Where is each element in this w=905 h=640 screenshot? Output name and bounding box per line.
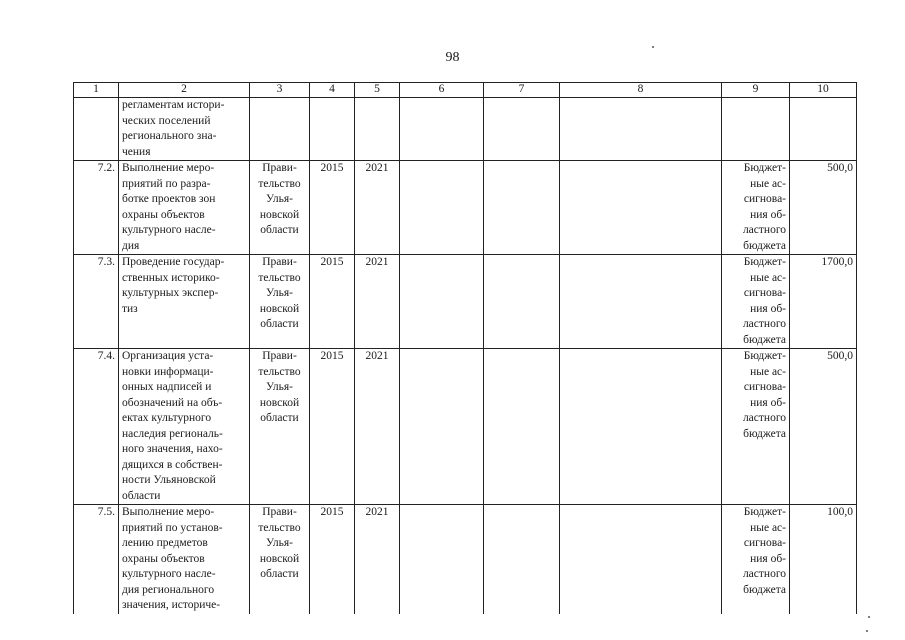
row-number — [74, 98, 119, 161]
start-year — [310, 98, 355, 161]
program-table — [73, 82, 857, 614]
scan-speck — [866, 630, 868, 632]
executor: Прави- тельство Улья- новской области — [250, 505, 310, 614]
executor: Прави- тельство Улья- новской области — [250, 255, 310, 349]
funding-source: Бюджет- ные ас- сигнова- ния об- ластного бюджета — [722, 349, 790, 505]
end-year: 2021 — [355, 349, 400, 505]
table-row — [74, 255, 857, 349]
cell-col-8 — [560, 505, 722, 614]
cell-col-7 — [484, 161, 560, 255]
cell-col-7 — [484, 505, 560, 614]
column-number-9: 9 — [722, 83, 790, 98]
table-row — [74, 161, 857, 255]
row-number: 7.2. — [74, 161, 119, 255]
column-number-3: 3 — [250, 83, 310, 98]
column-number-6: 6 — [400, 83, 484, 98]
measure-name: Выполнение меро- приятий по разра- ботке проектов зон охраны объектов культурного насле- дия — [119, 161, 250, 255]
cell-col-6 — [400, 255, 484, 349]
end-year: 2021 — [355, 255, 400, 349]
measure-name: регламентам истори- ческих поселений регионального зна- чения — [119, 98, 250, 161]
funding-source: Бюджет- ные ас- сигнова- ния об- ластного бюджета — [722, 255, 790, 349]
header-row — [74, 83, 857, 98]
column-number-2: 2 — [119, 83, 250, 98]
measure-name: Проведение государ- ственных историко- культурных экспер- тиз — [119, 255, 250, 349]
start-year: 2015 — [310, 255, 355, 349]
funding-source: Бюджет- ные ас- сигнова- ния об- ластного бюджета — [722, 161, 790, 255]
scan-speck — [652, 46, 654, 48]
cell-col-7 — [484, 349, 560, 505]
cell-col-6 — [400, 505, 484, 614]
column-number-10: 10 — [790, 83, 857, 98]
end-year: 2021 — [355, 161, 400, 255]
cell-col-6 — [400, 98, 484, 161]
end-year — [355, 98, 400, 161]
cell-col-7 — [484, 98, 560, 161]
table-row — [74, 349, 857, 505]
cell-col-7 — [484, 255, 560, 349]
executor: Прави- тельство Улья- новской области — [250, 349, 310, 505]
start-year: 2015 — [310, 349, 355, 505]
cell-col-8 — [560, 161, 722, 255]
scan-speck — [868, 616, 870, 618]
column-number-1: 1 — [74, 83, 119, 98]
column-number-7: 7 — [484, 83, 560, 98]
column-number-5: 5 — [355, 83, 400, 98]
measure-name: Выполнение меро- приятий по установ- лению предметов охраны объектов культурного насле- дия регионального значения, историче- — [119, 505, 250, 614]
column-number-8: 8 — [560, 83, 722, 98]
row-number: 7.5. — [74, 505, 119, 614]
end-year: 2021 — [355, 505, 400, 614]
cell-col-8 — [560, 98, 722, 161]
table-row — [74, 98, 857, 161]
funding-amount: 100,0 — [790, 505, 857, 614]
executor: Прави- тельство Улья- новской области — [250, 161, 310, 255]
row-number: 7.4. — [74, 349, 119, 505]
start-year: 2015 — [310, 161, 355, 255]
cell-col-6 — [400, 161, 484, 255]
funding-amount — [790, 98, 857, 161]
measure-name: Организация уста- новки информаци- онных надписей и обозначений на объ- ектах культурного наследия региональ- ного значения, нахо- дящихся в собствен- ности Ульяновской области — [119, 349, 250, 505]
funding-amount: 1700,0 — [790, 255, 857, 349]
page-number: 98 — [445, 50, 460, 65]
table-row — [74, 505, 857, 614]
column-number-4: 4 — [310, 83, 355, 98]
executor — [250, 98, 310, 161]
cell-col-8 — [560, 349, 722, 505]
cell-col-6 — [400, 349, 484, 505]
funding-amount: 500,0 — [790, 161, 857, 255]
cell-col-8 — [560, 255, 722, 349]
funding-source — [722, 98, 790, 161]
row-number: 7.3. — [74, 255, 119, 349]
funding-source: Бюджет- ные ас- сигнова- ния об- ластного бюджета — [722, 505, 790, 614]
funding-amount: 500,0 — [790, 349, 857, 505]
start-year: 2015 — [310, 505, 355, 614]
